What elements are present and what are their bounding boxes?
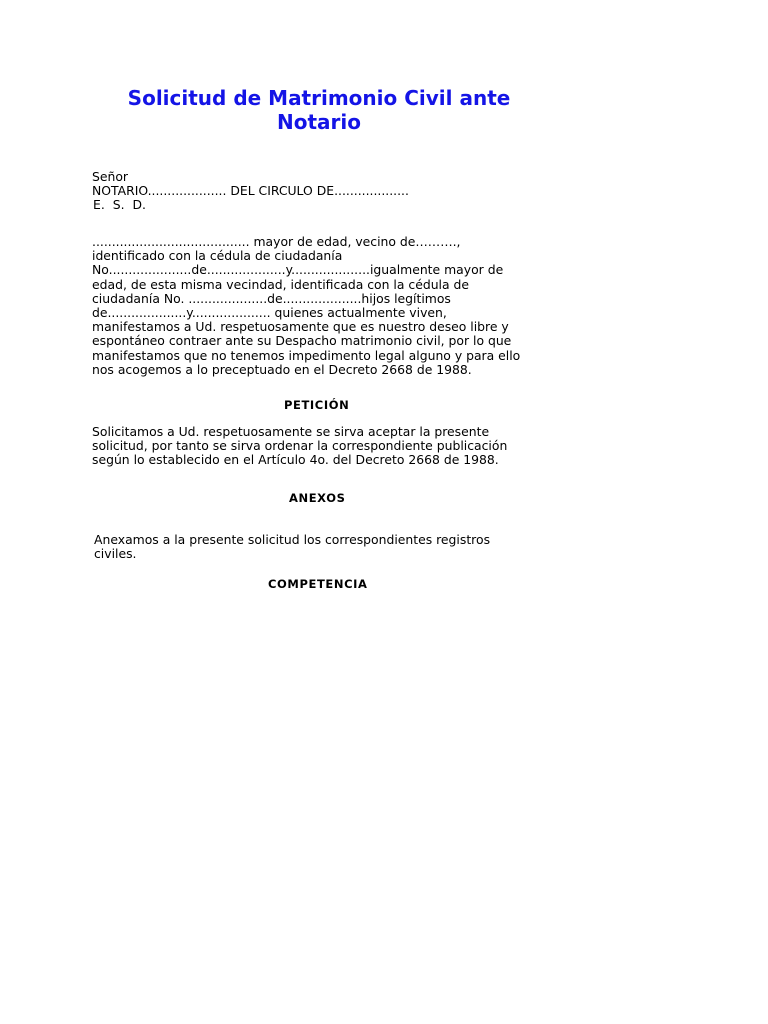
competencia-heading: COMPETENCIA (268, 577, 368, 591)
body-line: No.....................de....................y....................igualmente mayor de (92, 262, 504, 278)
anexos-line: civiles. (94, 546, 137, 562)
body-line: de....................y.................... quienes actualmente viven, (92, 305, 447, 321)
peticion-line: Solicitamos a Ud. respetuosamente se sirva aceptar la presente (92, 424, 490, 439)
greeting: Señor (92, 169, 129, 184)
title-line-2: Notario (277, 110, 361, 134)
body-paragraph (92, 235, 542, 377)
body-line: nos acogemos a lo preceptuado en el Decreto 2668 de 1988. (92, 361, 472, 377)
peticion-line: según lo establecido en el Artículo 4o. del Decreto 2668 de 1988. (92, 452, 499, 468)
title-line-1: Solicitud de Matrimonio Civil ante (127, 86, 511, 110)
body-line: edad, de esta misma vecindad, identificada con la cédula de (92, 276, 470, 292)
peticion-line: solicitud, por tanto se sirva ordenar la correspondiente publicación (92, 438, 508, 454)
body-line: manifestamos a Ud. respetuosamente que es nuestro deseo libre y (92, 319, 509, 335)
anexos-heading: ANEXOS (289, 491, 346, 505)
body-line: identificado con la cédula de ciudadanía (92, 248, 343, 264)
anexos-paragraph (94, 533, 544, 561)
peticion-heading: PETICIÓN (284, 398, 350, 412)
body-line: ........................................ mayor de edad, vecino de………., (92, 234, 461, 249)
anexos-line: Anexamos a la presente solicitud los correspondientes registros (94, 532, 491, 547)
body-line: ciudadanía No. ....................de....................hijos legítimos (92, 290, 451, 306)
body-line: manifestamos que no tenemos impedimento legal alguno y para ello (92, 347, 521, 363)
document-title (110, 86, 528, 134)
esd-line: E. S. D. (93, 197, 146, 213)
address-block (92, 170, 542, 213)
peticion-paragraph (92, 425, 542, 468)
notary-line: NOTARIO.................... DEL CIRCULO DE................... (92, 183, 409, 199)
body-line: espontáneo contraer ante su Despacho matrimonio civil, por lo que (92, 333, 512, 349)
